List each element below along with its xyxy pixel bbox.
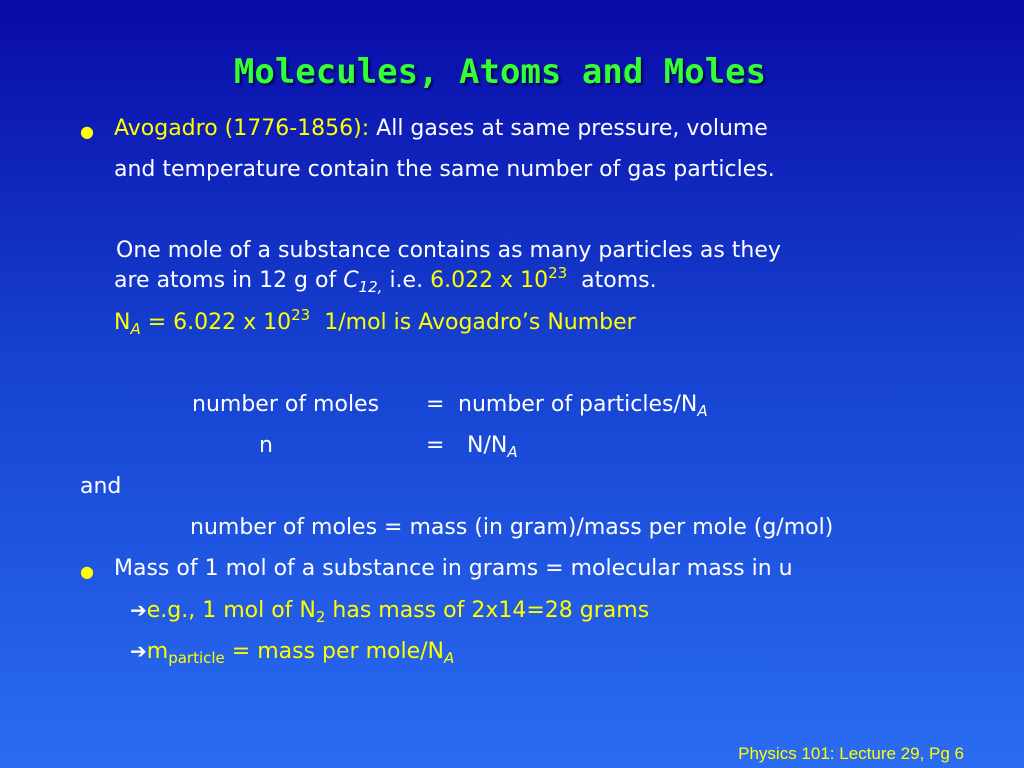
bullet-dot: ● bbox=[80, 562, 94, 581]
mass-bullet-text: Mass of 1 mol of a substance in grams = molecular mass in u bbox=[114, 556, 793, 581]
slide-footer: Physics 101: Lecture 29, Pg 6 bbox=[738, 744, 964, 763]
avogadro-line-1 bbox=[114, 116, 768, 142]
arrow-right-icon: ➔ bbox=[130, 598, 147, 622]
arrow-right-icon: ➔ bbox=[130, 639, 147, 663]
and-text: and bbox=[80, 474, 122, 499]
example-m-particle: $➔m_{particle}$ = mass per mole/$N_A$ bbox=[130, 639, 455, 667]
avogadro-text: All gases at same pressure, volume bbox=[369, 116, 768, 141]
carbon-subscript: 12, bbox=[358, 278, 383, 296]
mole-text: are atoms in 12 g of bbox=[114, 268, 344, 293]
ie-text: i.e. bbox=[382, 268, 431, 293]
formula-n-right: $N/N_A$ bbox=[467, 433, 518, 461]
carbon-symbol: C bbox=[343, 268, 359, 293]
slide-title: Molecules, Atoms and Moles bbox=[233, 52, 767, 92]
mole-line-1: One mole of a substance contains as many particles as they bbox=[116, 238, 781, 263]
formula-moles-particles-eq: = bbox=[426, 392, 445, 417]
bullet-dot: ● bbox=[80, 122, 94, 141]
formula-n-eq: = bbox=[426, 433, 445, 458]
formula-moles-particles-left: number of moles bbox=[192, 392, 380, 417]
atoms-text: atoms. bbox=[581, 268, 657, 293]
formula-moles-particles-right: number of particles/$N_A$ bbox=[458, 392, 708, 420]
avogadro-value: 6.022 x $10^{23}$ bbox=[430, 264, 568, 293]
avogadro-label: Avogadro (1776-1856): bbox=[114, 116, 370, 141]
na-definition: $N_A = 6.022$ x $10^{23}$ 1/mol is Avogadro’s Number bbox=[114, 306, 636, 338]
formula-n-left: n bbox=[259, 433, 273, 458]
example-n2: ➔e.g., 1 mol of $N_2$ has mass of 2x14=28 grams bbox=[130, 598, 650, 626]
formula-moles-mass: number of moles = mass (in gram)/mass per mole (g/mol) bbox=[190, 515, 834, 540]
mole-line-2 bbox=[114, 264, 657, 296]
avogadro-line-2: and temperature contain the same number of gas particles. bbox=[114, 157, 775, 182]
